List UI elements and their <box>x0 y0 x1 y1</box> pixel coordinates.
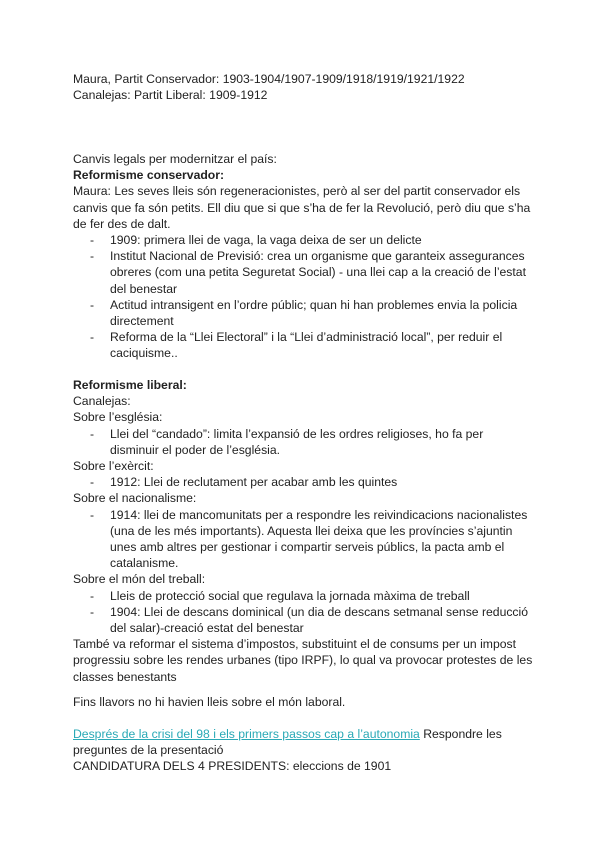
footer-section <box>73 726 533 775</box>
esglesia-title: Sobre l’església: <box>73 410 163 425</box>
list-item: - 1909: primera llei de vaga, la vaga deixa de ser un delicte <box>73 232 533 248</box>
header-section <box>73 71 533 103</box>
labor-note: Fins llavors no hi havien lleis sobre el món laboral. <box>73 695 346 709</box>
presentation-line <box>73 726 533 758</box>
list-item: - Reforma de la “Llei Electoral” i la “Llei d’administració local”, per reduir el caciquisme.. <box>73 329 533 361</box>
list-item: - 1904: Llei de descans dominical (un dia de descans setmanal sense reducció del salar)-creació estat del benestar <box>73 604 533 636</box>
canalejas-dates: Canalejas: Partit Liberal: 1909-1912 <box>73 88 268 103</box>
intro-line: Canvis legals per modernitzar el país: <box>73 152 277 166</box>
list-item: - Institut Nacional de Previsió: crea un organisme que garanteix assegurances obreres (com una petita Seguretat Social) - una llei cap a la creació de l’estat del benestar <box>73 248 533 297</box>
conservador-list <box>73 232 533 362</box>
list-item: - 1914: llei de mancomunitats per a respondre les reivindicacions nacionalistes (una de les més importants). Aquesta llei deixa que les províncies s’ajuntin unes amb altres per gestionar i compartir serveis públics, la pacta amb el catalanisme. <box>73 507 533 572</box>
list-item: - Llei del “candado”: limita l’expansió de les ordres religioses, ho fa per disminuir el poder de l’església. <box>73 426 533 458</box>
list-item: - Actitud intransigent en l’ordre públic; quan hi han problemes envia la policia directement <box>73 297 533 329</box>
conservador-heading: Reformisme conservador: <box>73 168 225 183</box>
impostos-paragraph: També va reformar el sistema d’impostos, substituint el de consums per un impost progressiu sobre les rendes urbanes (tipo IRPF), lo qual va provocar protestes de les classes benestants <box>73 637 533 684</box>
nacionalisme-list <box>73 507 533 572</box>
conservador-section <box>73 151 533 362</box>
esglesia-list <box>73 426 533 458</box>
liberal-section <box>73 377 533 685</box>
candidatura-line: CANDIDATURA DELS 4 PRESIDENTS: eleccions de 1901 <box>73 759 392 774</box>
exercit-title: Sobre l’exèrcit: <box>73 459 154 474</box>
list-item: - Lleis de protecció social que regulava la jornada màxima de treball <box>73 588 533 604</box>
presentation-suffix: Respondre les preguntes de la presentació <box>73 727 502 758</box>
treball-title: Sobre el món del treball: <box>73 572 206 587</box>
presentation-link[interactable]: Després de la crisi del 98 i els primers passos cap a l’autonomia <box>73 727 420 741</box>
list-item: - 1912: Llei de reclutament per acabar amb les quintes <box>73 474 533 490</box>
maura-paragraph: Maura: Les seves lleis són regeneracionistes, però al ser del partit conservador els canvis que fa són petits. Ell diu que si que s’ha de fer la Revolució, però diu que s’ha de fer des de dalt. <box>73 184 531 231</box>
nacionalisme-title: Sobre el nacionalisme: <box>73 491 197 506</box>
canalejas-label: Canalejas: <box>73 394 131 409</box>
exercit-list <box>73 474 533 490</box>
labor-note-section <box>73 694 533 710</box>
maura-dates: Maura, Partit Conservador: 1903-1904/1907-1909/1918/1919/1921/1922 <box>73 72 465 86</box>
liberal-heading: Reformisme liberal: <box>73 378 187 392</box>
treball-list <box>73 588 533 637</box>
